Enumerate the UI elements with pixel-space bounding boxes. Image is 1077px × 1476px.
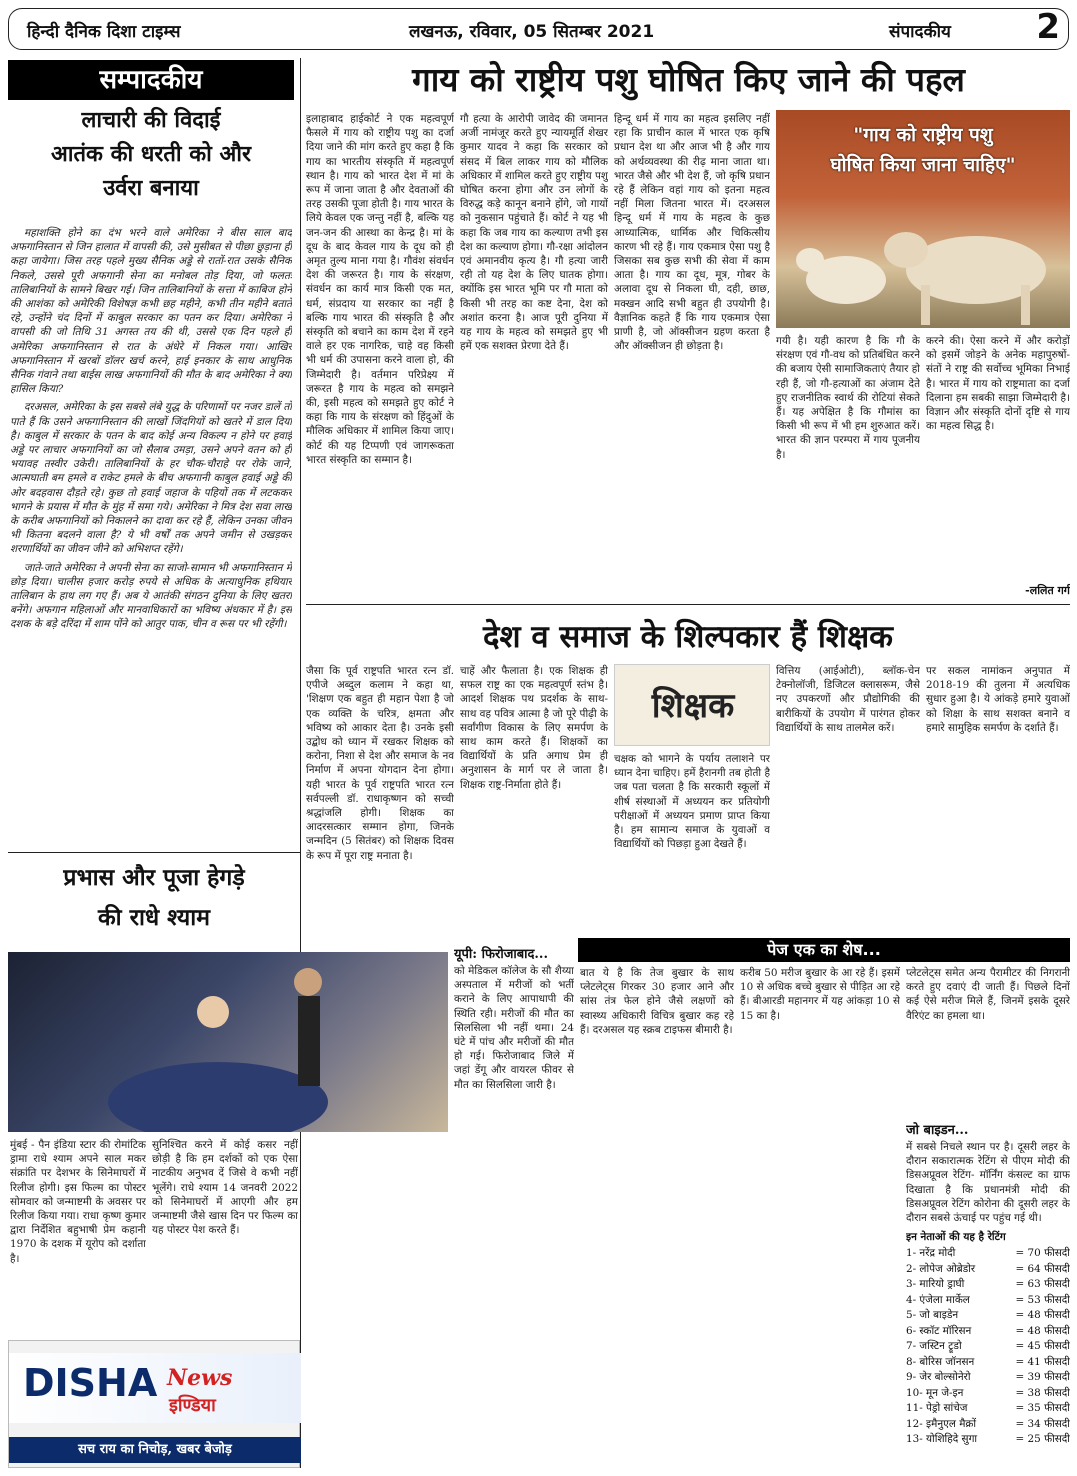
film-headline [8, 858, 300, 948]
continued-column: करीब 50 मरीज बुखार के आ रहे हैं। इसमें 10 से अधिक बच्चे बुखार से पीड़ित आ रहे हैं। बीआरडी महानगर में यह आंकड़ा 10 से 15 का है। [740, 967, 900, 1022]
continued-column: प्लेटलेट्स समेत अन्य पैरामीटर की निगरानी करते हुए दवाएं दी जाती हैं। पिछले दिनों कई ऐसे मरीज मिले हैं, जिनमें इसके दूसरे वैरिएंट का हमला था। [906, 967, 1070, 1022]
rating-row [906, 1386, 1070, 1402]
page-number: 2 [1036, 7, 1060, 47]
film-headline-line: प्रभास और पूजा हेगड़े [63, 865, 245, 891]
teacher-image [614, 664, 770, 746]
continued-column: को मेडिकल कॉलेज के सौ शैय्या अस्पताल में मरीजों को भर्ती कराने के लिए आपाधापी की स्थिति रही। मरीजों की मौत का सिलसिला भी नहीं थमा। 24 घंटे में पांच और मरीजों की मौत हो गई। फिरोजाबाद जिले में जहां डेंगू और वायरल फीवर से मौत का सिलसिला जारी है। [454, 965, 574, 1091]
teacher-article-column: पर सकल नामांकन अनुपात में 2018-19 की तुलना में अत्यधिक सुधार हुआ है। ये आंकड़े हमारे युवाओं को शिक्षा के साथ सशक्त बनाने व हमारे सामुहिक समर्पण के दर्शाते हैं। [926, 665, 1070, 734]
rating-row [906, 1417, 1070, 1433]
teacher-image-word: शिक्षक [651, 686, 735, 726]
rating-value: = 45 फीसदी [1015, 1340, 1070, 1352]
rating-row [906, 1355, 1070, 1371]
rating-row [906, 1293, 1070, 1309]
teacher-article-column: चक्षक को भागने के पर्याय तलाशने पर ध्यान देना चाहिए। हमें हैरानगी तब होती है जब पता चलता है कि सरकारी स्कूलों में शीर्ष संस्थाओं में अध्ययन कर प्रतियोगी परीक्षाओं में अध्ययन प्रमाण प्राप्त किया है। हम सामान्य समाज के युवाओं व विद्यार्थियों को पिछड़ा हुआ देखते हैं। [614, 753, 770, 851]
main-headline: गाय को राष्ट्रीय पशु घोषित किए जाने की पहल [412, 60, 965, 99]
section-divider [8, 852, 300, 853]
rating-leader-name: 3- मारियो ड्राघी [906, 1278, 965, 1290]
up-title: यूपी: फिरोजाबाद... [454, 947, 548, 962]
rating-leader-name: 6- स्कॉट मॉरिसन [906, 1324, 972, 1337]
rating-leader-name: 12- इमैनुएल मैक्रों [906, 1417, 977, 1430]
rating-value: = 64 फीसदी [1015, 1262, 1070, 1275]
main-article-column: हिन्दू धर्म में गाय का महत्व इसलिए नहीं रहा कि प्राचीन काल में भारत एक कृषि प्रधान देश था और आज भी है और गाय को अर्थव्यवस्था की रीढ़ माना जाता था। भारत जैसे और भी देश हैं, जो कृषि प्रधान रहे हैं लेकिन वहां गाय को इतना महत्व नहीं मिला जितना भारत में। दरअसल हिन्दू धर्म में गाय के महत्व के कुछ आध्यात्मिक, धार्मिक और चिकित्सीय कारण भी रहे हैं। गाय एकमात्र ऐसा पशु है जिसका सब कुछ सभी की सेवा में काम आता है। गाय का दूध, मूत्र, गोबर के अलावा दूध से निकला घी, दही, छाछ, मक्खन आदि सभी बहुत ही उपयोगी है। वैज्ञानिक कहते हैं कि गाय एकमात्र ऐसा प्राणी है, जो ऑक्सीजन ग्रहण करता है और ऑक्सीजन ही छोड़ता है। [614, 113, 770, 353]
author-name: -ललित गर्ग [1025, 584, 1070, 597]
film-headline-line: की राधे श्याम [98, 905, 210, 931]
column-divider [300, 58, 301, 1468]
film-poster-image [8, 952, 448, 1132]
ad-logo-area [9, 1353, 301, 1423]
ad-tagline: सच राय का निचोड़, खबर बेजोड़ [9, 1437, 301, 1463]
editorial-paragraph: जाते-जाते अमेरिका ने अपनी सेना का साजो-सामान भी अफगानिस्तान में छोड़ दिया। चालीस हजार करोड़ रुपये से अधिक के अत्याधुनिक हथियार तालिबान के हाथ लग गए हैं। अब ये आतंकी संगठन दुनिया के लिए खतरा बनेंगे। अफगान महिलाओं और मानवाधिकारों का भविष्य अंधकार में है। इस दशक के बड़े दरिंदा में शाम पोंने को आतुर पाक, चीन व रूस पर भी रहेंगी। [10, 561, 292, 631]
rating-row [906, 1308, 1070, 1324]
rating-leader-name: 2- लोपेज ओब्रेडोर [906, 1262, 976, 1275]
main-article-column: गौ हत्या के आरोपी जावेद की जमानत अर्जी नामंजूर करते हुए न्यायमूर्ति शेखर कुमार यादव ने कहा कि सरकार को संसद में बिल लाकर गाय को मौलिक अधिकार में शामिल करते हुए राष्ट्रीय पशु घोषित करना होगा और उन लोगों के विरुद्ध कड़े कानून बनाने होंगे, जो गायों को नुकसान पहुंचाते हैं। कोर्ट ने यह भी कहा कि जब गाय का कल्याण तभी इस देश का कल्याण होगा। गौ-रक्षा आंदोलन एवं अमानवीय कृत्य है। गौ हत्या जारी रही तो यह देश के लिए घातक होगा। क्योंकि इस भारत भूमि पर गौ माता को किसी भी तरह का कष्ट देना, देश को अशांत करना है। आज पूरी दुनिया में यह गाय के महत्व को समझते हुए भी हमें एक सशक्त प्रेरणा देते हैं। [460, 113, 608, 353]
editorial-title-line: लाचारी की विदाई [81, 108, 221, 133]
rating-row [906, 1277, 1070, 1293]
continued-column: बात ये है कि तेज बुखार के साथ प्लेटलेट्स गिरकर 30 हजार आने और सांस तंत्र फेल होने जैसे लक्षणों को स्वास्थ्य अधिकारी विचित्र बुखार कह रहे हैं। दरअसल यह स्क्रब टाइफस बीमारी है। [580, 967, 734, 1036]
rating-row [906, 1246, 1070, 1262]
rating-value: = 70 फीसदी [1015, 1247, 1070, 1259]
rating-value: = 48 फीसदी [1015, 1324, 1070, 1337]
editorial-paragraph: दरअसल, अमेरिका के इस सबसे लंबे युद्ध के परिणामों पर नजर डालें तो पाते हैं कि उसने अफगानिस्तान की लाखों जिंदगियों को खतरे में डाल दिया है। काबुल में सरकार के पतन के बाद कोई अन्य विकल्प न होने पर हवाई अड्डे पर लाचार अफगानियों का जो सैलाब उमड़ा, उसने अपने वतन को ही भयावह तस्वीर उकेरी। तालिबानियों के हर चौक-चौराहे पर रोके जाने, आत्मघाती बम हमले व राकेट हमले के बीच अफगानी काबुल हवाई अड्डे की ओर बदहवास दौड़ते रहे। कुछ तो हवाई जहाज के पहियों तक में लटककर भागने के प्रयास में मौत के मुंह में समा गये। अमेरिका ने मित्र देश सवा लाख के करीब अफगानियों को निकालने का दावा कर रहे हैं, लेकिन उनका जीवन भी कितना बदलने वाला है? ये भी वर्षों तक अपने जमीन से उखड़कर शरणार्थियों का जीवन जीने को अभिशप्त रहेंगे। [10, 401, 292, 556]
cow-image [776, 110, 1070, 328]
section-name: संपादकीय [889, 22, 951, 42]
section-divider [306, 604, 1070, 605]
dateline: लखनऊ, रविवार, 05 सितम्बर 2021 [409, 22, 655, 42]
editorial-title-line: आतंक की धरती को और [50, 142, 251, 167]
rating-value: = 48 फीसदी [1015, 1309, 1070, 1321]
biden-text: में सबसे निचले स्थान पर है। दूसरी लहर के दौरान सकारात्मक रेटिंग से पीएम मोदी की डिसअप्रूवल रेटिंग- मॉर्निंग कंसल्ट का ग्राफ दिखाता है कि प्रधानमंत्री मोदी की डिसअप्रूवल रेटिंग कोरोना की दूसरी लहर के दौरान सबसे ऊंचाई पर पहुंच गई थी। [906, 1141, 1070, 1225]
teacher-article-column: वित्तिय (आईओटी), ब्लॉक-चेन टेक्नोलॉजी, डिजिटल क्लासरूम, जैसे नए उपकरणों और प्रौद्योगिकी की बारीकियों के उपयोग में पारंगत होकर विद्यार्थियों के साथ तालमेल करें। [776, 665, 920, 734]
ad-brand: DISHA [23, 1361, 158, 1405]
rating-value: = 34 फीसदी [1015, 1417, 1070, 1430]
rating-value: = 39 फीसदी [1015, 1371, 1070, 1383]
editorial-title [8, 104, 294, 214]
film-poster-illustration [8, 952, 448, 1132]
rating-leader-name: 10- मून जे-इन [906, 1386, 964, 1399]
rating-row [906, 1262, 1070, 1278]
rating-leader-name: 13- योशिहिदे सुगा [906, 1433, 978, 1445]
rating-value: = 38 फीसदी [1015, 1386, 1070, 1399]
rating-list [906, 1246, 1070, 1448]
rating-row [906, 1370, 1070, 1386]
image-quote-line: "गाय को राष्ट्रीय पशु [853, 124, 993, 146]
film-article-column: सुनिश्चित करने में कोई कसर नहीं छोड़ी है कि हम दर्शकों को एक ऐसा नाटकीय अनुभव दें जिसे वे कभी नहीं भूलेंगे। राधे श्याम 14 जनवरी 2022 को सिनेमाघरों में आएगी और हम जन्माष्टमी जैसे खास दिन पर फिल्म का यह पोस्टर पेश करते हैं। [152, 1139, 298, 1237]
rating-leader-name: 7- जस्टिन ट्रूडो [906, 1340, 962, 1352]
editorial-body [10, 226, 292, 846]
rating-leader-name: 4- एंजेला मार्केल [906, 1293, 970, 1306]
rating-row [906, 1324, 1070, 1340]
ratings-block [906, 1230, 1070, 1468]
rating-leader-name: 5- जो बाइडेन [906, 1309, 959, 1321]
ad-subtitle: इण्डिया [169, 1395, 216, 1416]
disha-news-ad[interactable] [8, 1340, 300, 1468]
rating-leader-name: 11- पेड्रो सांचेज [906, 1402, 968, 1414]
rating-row [906, 1401, 1070, 1417]
masthead-strip [8, 8, 1069, 50]
main-article-column: गयी है। यही कारण है कि गौ के संरक्षण एवं गौ-वध को प्रतिबंधित करने की बजाय ऐसी सामाजिकताएं तैयार हो रही हैं, जो गौ-हत्याओं का अंजाम देते हुए राजनीतिक स्वार्थ की रोटियां सेकते हैं। यह अपेक्षित है कि गौमांस का किसी भी रूप में भी हम शुरुआत करें। भारत की ज्ञान परम्परा में गाय पूजनीय है। [776, 335, 920, 461]
image-quote-line: घोषित किया जाना चाहिए" [830, 154, 1016, 176]
rating-intro: इन नेताओं की यह है रेटिंग [906, 1231, 1006, 1243]
teacher-article-column: जैसा कि पूर्व राष्ट्रपति भारत रत्न डॉ. एपीजे अब्दुल कलाम ने कहा था, 'शिक्षण एक बहुत ही महान पेशा है जो एक व्यक्ति के चरित्र, क्षमता और भविष्य को आकार देता है। उनके इसी उद्बोध को ध्यान में रखकर शिक्षक को करोना, निशा से देश और समाज के नव निर्माण में अपना योगदान देना होगा। यही भारत के पूर्व राष्ट्रपति भारत रत्न सर्वपल्ली डॉ. राधाकृष्णन को सच्ची श्रद्धांजलि होगी। शिक्षक का आदरसत्कार सम्मान होगा, जिनके जन्मदिन (5 सितंबर) को शिक्षक दिवस के रूप में पूरा राष्ट्र मनाता है। [306, 665, 454, 862]
main-article-column: करने की। ऐसा करने में और करोड़ों को इसमें जोड़ने के अनेक महापुरुषों-संतों ने राष्ट्र की सर्वोच्च भूमिका निभाई है। भारत में गाय को राष्ट्रमाता का दर्जा दिलाना हम सबकी साझा जिम्मेदारी है। विज्ञान और संस्कृति दोनों दृष्टि से गाय का महत्व सिद्ध है। [926, 335, 1070, 433]
continued-banner: पेज एक का शेष... [578, 938, 1070, 962]
rating-value: = 35 फीसदी [1015, 1402, 1070, 1414]
rating-leader-name: 9- जेर बोल्सोनेरो [906, 1371, 971, 1383]
rating-row [906, 1339, 1070, 1355]
main-article-column: इलाहाबाद हाईकोर्ट ने एक महत्वपूर्ण फैसले में गाय को राष्ट्रीय पशु का दर्जा दिया जाने की मांग करते हुए कहा है कि गाय का भारतीय संस्कृति में महत्वपूर्ण स्थान है। गाय को भारत देश में मां के रूप में जाना जाता है और देवताओं की तरह उसकी पूजा होती है। गाय भारत के लिये केवल एक जन्तु नहीं है, बल्कि यह जन-जन की आस्था का केन्द्र है। मां के दूध के बाद केवल गाय के दूध को ही अमृत तुल्य माना गया है। गौवंश संवर्धन देश की जरूरत है। गाय के संरक्षण, संवर्धन का कार्य मात्र किसी एक मत, धर्म, संप्रदाय या सरकार का नहीं है बल्कि गाय भारत की संस्कृति है और संस्कृति को बचाने का काम देश में रहने वाले हर एक नागरिक, चाहे वह किसी भी धर्म की उपासना करने वाला हो, की जिम्मेदारी है। वर्तमान परिप्रेक्ष्य में जरूरत है गाय के महत्व को समझने की, इसी महत्व को समझते हुए कोर्ट ने कहा कि गाय के संरक्षण को हिंदुओं के मौलिक अधिकार में शामिल किया जाए। कोर्ट की यह टिप्पणी एवं जागरूकता भारत संस्कृति का सम्मान है। [306, 113, 454, 466]
teacher-headline: देश व समाज के शिल्पकार हैं शिक्षक [482, 619, 893, 655]
ad-brand-suffix: News [167, 1365, 233, 1391]
rating-leader-name: 1- नरेंद्र मोदी [906, 1247, 956, 1259]
rating-value: = 25 फीसदी [1015, 1433, 1070, 1445]
rating-leader-name: 8- बोरिस जॉनसन [906, 1355, 975, 1368]
rating-value: = 53 फीसदी [1015, 1293, 1070, 1306]
biden-title: जो बाइडन... [906, 1123, 969, 1138]
rating-value: = 63 फीसदी [1015, 1278, 1070, 1290]
teacher-article-column: चाहें और फैलाता है। एक शिक्षक ही सफल राष्ट्र का एक महत्वपूर्ण स्तंभ है। आदर्श शिक्षक पथ प्रदर्शक के साथ-साथ वह पवित्र आत्मा है जो पूरे पीढ़ी के सर्वांगीण विकास के लिए समर्पण के साथ काम करते हैं। शिक्षकों का विद्यार्थियों के प्रति अगाध प्रेम ही अनुशासन के मार्ग पर ले जाता है। शिक्षक राष्ट्र-निर्माता होते हैं। [460, 665, 608, 791]
rating-value: = 41 फीसदी [1015, 1355, 1070, 1368]
editorial-title-line: उर्वरा बनाया [103, 176, 199, 201]
film-article-column: मुंबई - पैन इंडिया स्टार की रोमांटिक ड्रामा राधे श्याम अपने साल मकर संक्रांति पर देशभर के सिनेमाघरों में रिलीज होगी। इस फिल्म का पोस्टर सोमवार को जन्माष्टमी के अवसर पर रिलीज किया गया। राधा कृष्ण कुमार द्वारा निर्देशित बहुभाषी प्रेम कहानी 1970 के दशक में यूरोप को दर्शाता है। [10, 1139, 146, 1265]
editorial-paragraph: महाशक्ति होने का दंभ भरने वाले अमेरिका ने बीस साल बाद अफगानिस्तान से जिन हालात में वापसी की, उसे मुसीबत से पीछा छुड़ाना ही कहा जायेगा। जिस तरह पहले मुख्य सैनिक अड्डे से रातों-रात उसके सैनिक निकले, उससे पूरी अफगानी सेना का मनोबल तोड़ दिया, जो फलतः तालिबानियों के सामने बिखर गई। जिन तालिबानियों के सत्ता में काबिज होने की आशंका को अमेरिकी विशेषज्ञ कभी छह महीने, कभी तीन महीने बताते रहे, उन्होंने चंद दिनों में काबुल सरकार का पतन कर दिया। अमेरिका ने वापसी की जो तिथि 31 अगस्त तय की थी, उससे एक दिन पहले ही अमेरिका अफगानिस्तान से रात के अंधेरे में निकल गया। आखिर अफगानिस्तान में खरबों डॉलर खर्च करने, हाई इनकार के साथ आधुनिक सैनिक गंवाने तथा बाईस लाख अफगानियों की मौत के बाद अमेरिका ने क्या हासिल किया? [10, 227, 292, 396]
rating-row [906, 1432, 1070, 1448]
paper-name: हिन्दी दैनिक दिशा टाइम्स [27, 22, 181, 42]
editorial-label: सम्पादकीय [8, 60, 294, 100]
